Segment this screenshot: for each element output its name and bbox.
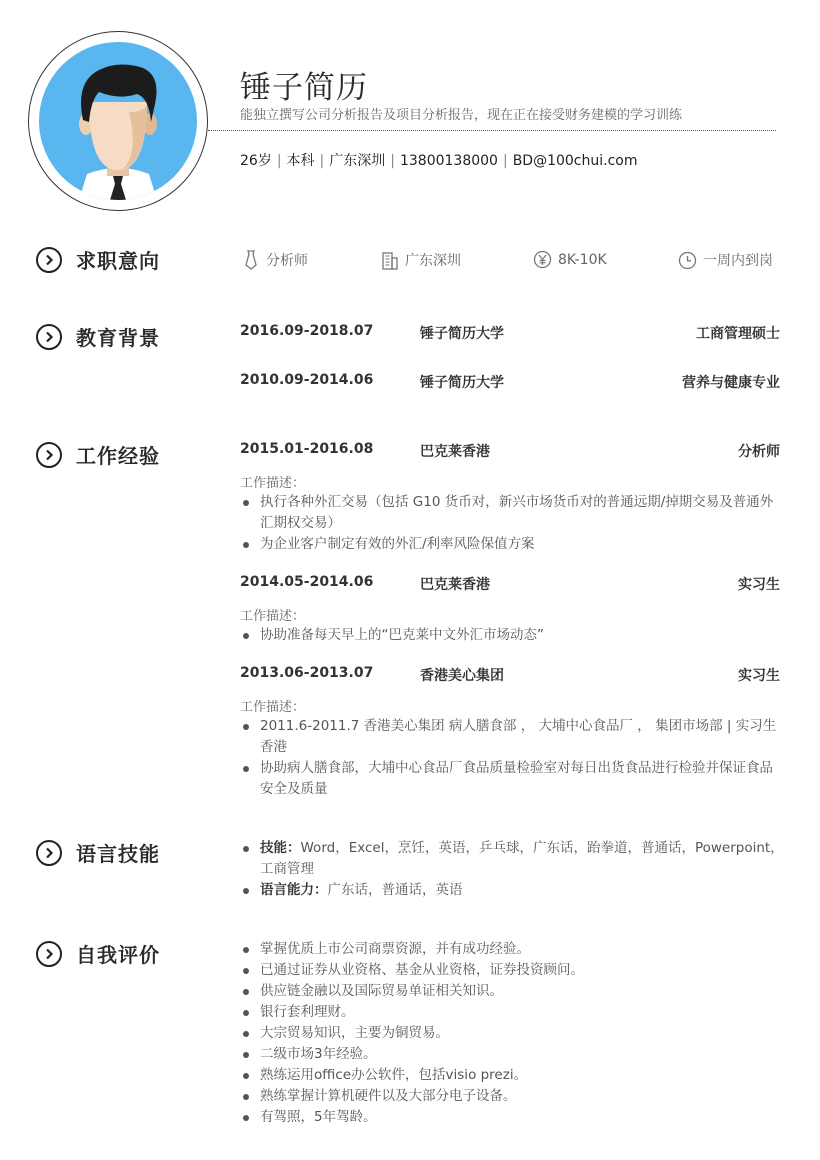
work-company: 香港美心集团: [420, 668, 504, 684]
section-title-work: [36, 440, 160, 469]
work-date: 2013.06-2013.07: [240, 665, 374, 681]
chevron-right-icon: [36, 442, 62, 468]
list-item: 熟练运用office办公软件，包括visio prezi。: [240, 1065, 786, 1086]
avatar-illustration: [39, 42, 197, 200]
section-title-self: [36, 939, 160, 968]
list-item: 二级市场3年经验。: [240, 1044, 786, 1065]
work-row: [240, 574, 780, 594]
work-title: 实习生: [738, 577, 780, 593]
list-item: 执行各种外汇交易（包括 G10 货币对，新兴市场货币对的普通远期/掉期交易及普通外汇期权交易）: [240, 492, 786, 534]
contact-line: [240, 150, 637, 170]
work-desc-label: 工作描述：: [240, 700, 306, 715]
work-desc-label: 工作描述：: [240, 609, 306, 624]
chevron-right-icon: [36, 941, 62, 967]
work-desc-label: 工作描述：: [240, 476, 306, 491]
list-item: 有驾照，5年驾龄。: [240, 1107, 786, 1128]
work-row: [240, 665, 780, 685]
resume-tagline: 能独立撰写公司分析报告及项目分析报告，现在正在接受财务建模的学习训练: [240, 108, 683, 123]
separator: |: [276, 153, 282, 169]
intent-location-text: 广东深圳: [405, 253, 461, 269]
education-degree: 工商管理硕士: [696, 326, 780, 342]
separator: |: [319, 153, 325, 169]
list-item: [240, 838, 786, 880]
language-text: 广东话，普通话，英语: [327, 882, 463, 898]
tie-icon: [242, 250, 260, 270]
education-degree: 营养与健康专业: [682, 375, 780, 391]
contact-location: 广东深圳: [329, 153, 386, 169]
work-title: 分析师: [738, 444, 780, 460]
list-item: 已通过证券从业资格、基金从业资格，证券投资顾问。: [240, 960, 786, 981]
language-bullets: [240, 838, 786, 901]
work-bullets: [240, 716, 786, 800]
list-item: 熟练掌握计算机硬件以及大部分电子设备。: [240, 1086, 786, 1107]
chevron-right-icon: [36, 840, 62, 866]
work-bullets: [240, 492, 786, 555]
section-label: 教育背景: [76, 326, 160, 350]
separator: |: [390, 153, 395, 169]
education-school: 锤子简历大学: [420, 326, 504, 342]
divider: [208, 130, 776, 131]
intent-location: [381, 250, 461, 270]
work-company: 巴克莱香港: [420, 577, 490, 593]
education-row: [240, 323, 780, 343]
education-date: 2010.09-2014.06: [240, 372, 374, 388]
contact-phone: 13800138000: [399, 153, 498, 169]
self-eval-bullets: [240, 939, 786, 1128]
work-bullets: [240, 625, 786, 646]
work-date: 2015.01-2016.08: [240, 441, 374, 457]
section-title-intent: [36, 245, 160, 274]
chevron-right-icon: [36, 324, 62, 350]
contact-age: 26岁: [240, 153, 272, 169]
intent-salary-text: 8K-10K: [558, 251, 607, 268]
contact-education: 本科: [286, 153, 315, 169]
clock-icon: [678, 251, 697, 270]
work-row: [240, 441, 780, 461]
section-title-education: [36, 322, 160, 351]
section-label: 语言技能: [76, 842, 160, 866]
list-item: 2011.6-2011.7 香港美心集团 病人膳食部 ， 大埔中心食品厂 ， 集团市场部 | 实习生 香港: [240, 716, 786, 758]
work-company: 巴克莱香港: [420, 444, 490, 460]
intent-position: [242, 250, 308, 270]
language-label: 语言能力：: [260, 882, 328, 898]
work-title: 实习生: [738, 668, 780, 684]
yen-icon: [533, 250, 552, 269]
list-item: [240, 880, 786, 901]
list-item: 大宗贸易知识，主要为铜贸易。: [240, 1023, 786, 1044]
section-label: 工作经验: [76, 444, 160, 468]
intent-position-text: 分析师: [266, 253, 308, 269]
resume-name: 锤子简历: [240, 70, 368, 106]
list-item: 掌握优质上市公司商票资源，并有成功经验。: [240, 939, 786, 960]
list-item: 供应链金融以及国际贸易单证相关知识。: [240, 981, 786, 1002]
avatar: [28, 31, 208, 211]
contact-email: BD@100chui.com: [512, 153, 638, 169]
section-label: 自我评价: [76, 943, 160, 967]
section-title-language: [36, 838, 160, 867]
intent-salary: [533, 250, 607, 269]
intent-availability: [678, 250, 773, 270]
skill-text: Word，Excel，烹饪，英语，乒乓球，广东话，跆拳道，普通话，Powerpoint，工商管理: [260, 840, 784, 877]
list-item: 银行套利理财。: [240, 1002, 786, 1023]
list-item: 协助准备每天早上的“巴克莱中文外汇市场动态”: [240, 625, 786, 646]
list-item: 为企业客户制定有效的外汇/利率风险保值方案: [240, 534, 786, 555]
intent-availability-text: 一周内到岗: [703, 253, 773, 269]
section-label: 求职意向: [76, 249, 160, 273]
skill-label: 技能：: [260, 840, 301, 856]
education-school: 锤子简历大学: [420, 375, 504, 391]
separator: |: [502, 153, 508, 169]
education-date: 2016.09-2018.07: [240, 323, 374, 339]
work-date: 2014.05-2014.06: [240, 574, 374, 590]
education-row: [240, 372, 780, 392]
chevron-right-icon: [36, 247, 62, 273]
building-icon: [381, 250, 399, 270]
list-item: 协助病人膳食部，大埔中心食品厂食品质量检验室对每日出货食品进行检验并保证食品安全及质量: [240, 758, 786, 800]
